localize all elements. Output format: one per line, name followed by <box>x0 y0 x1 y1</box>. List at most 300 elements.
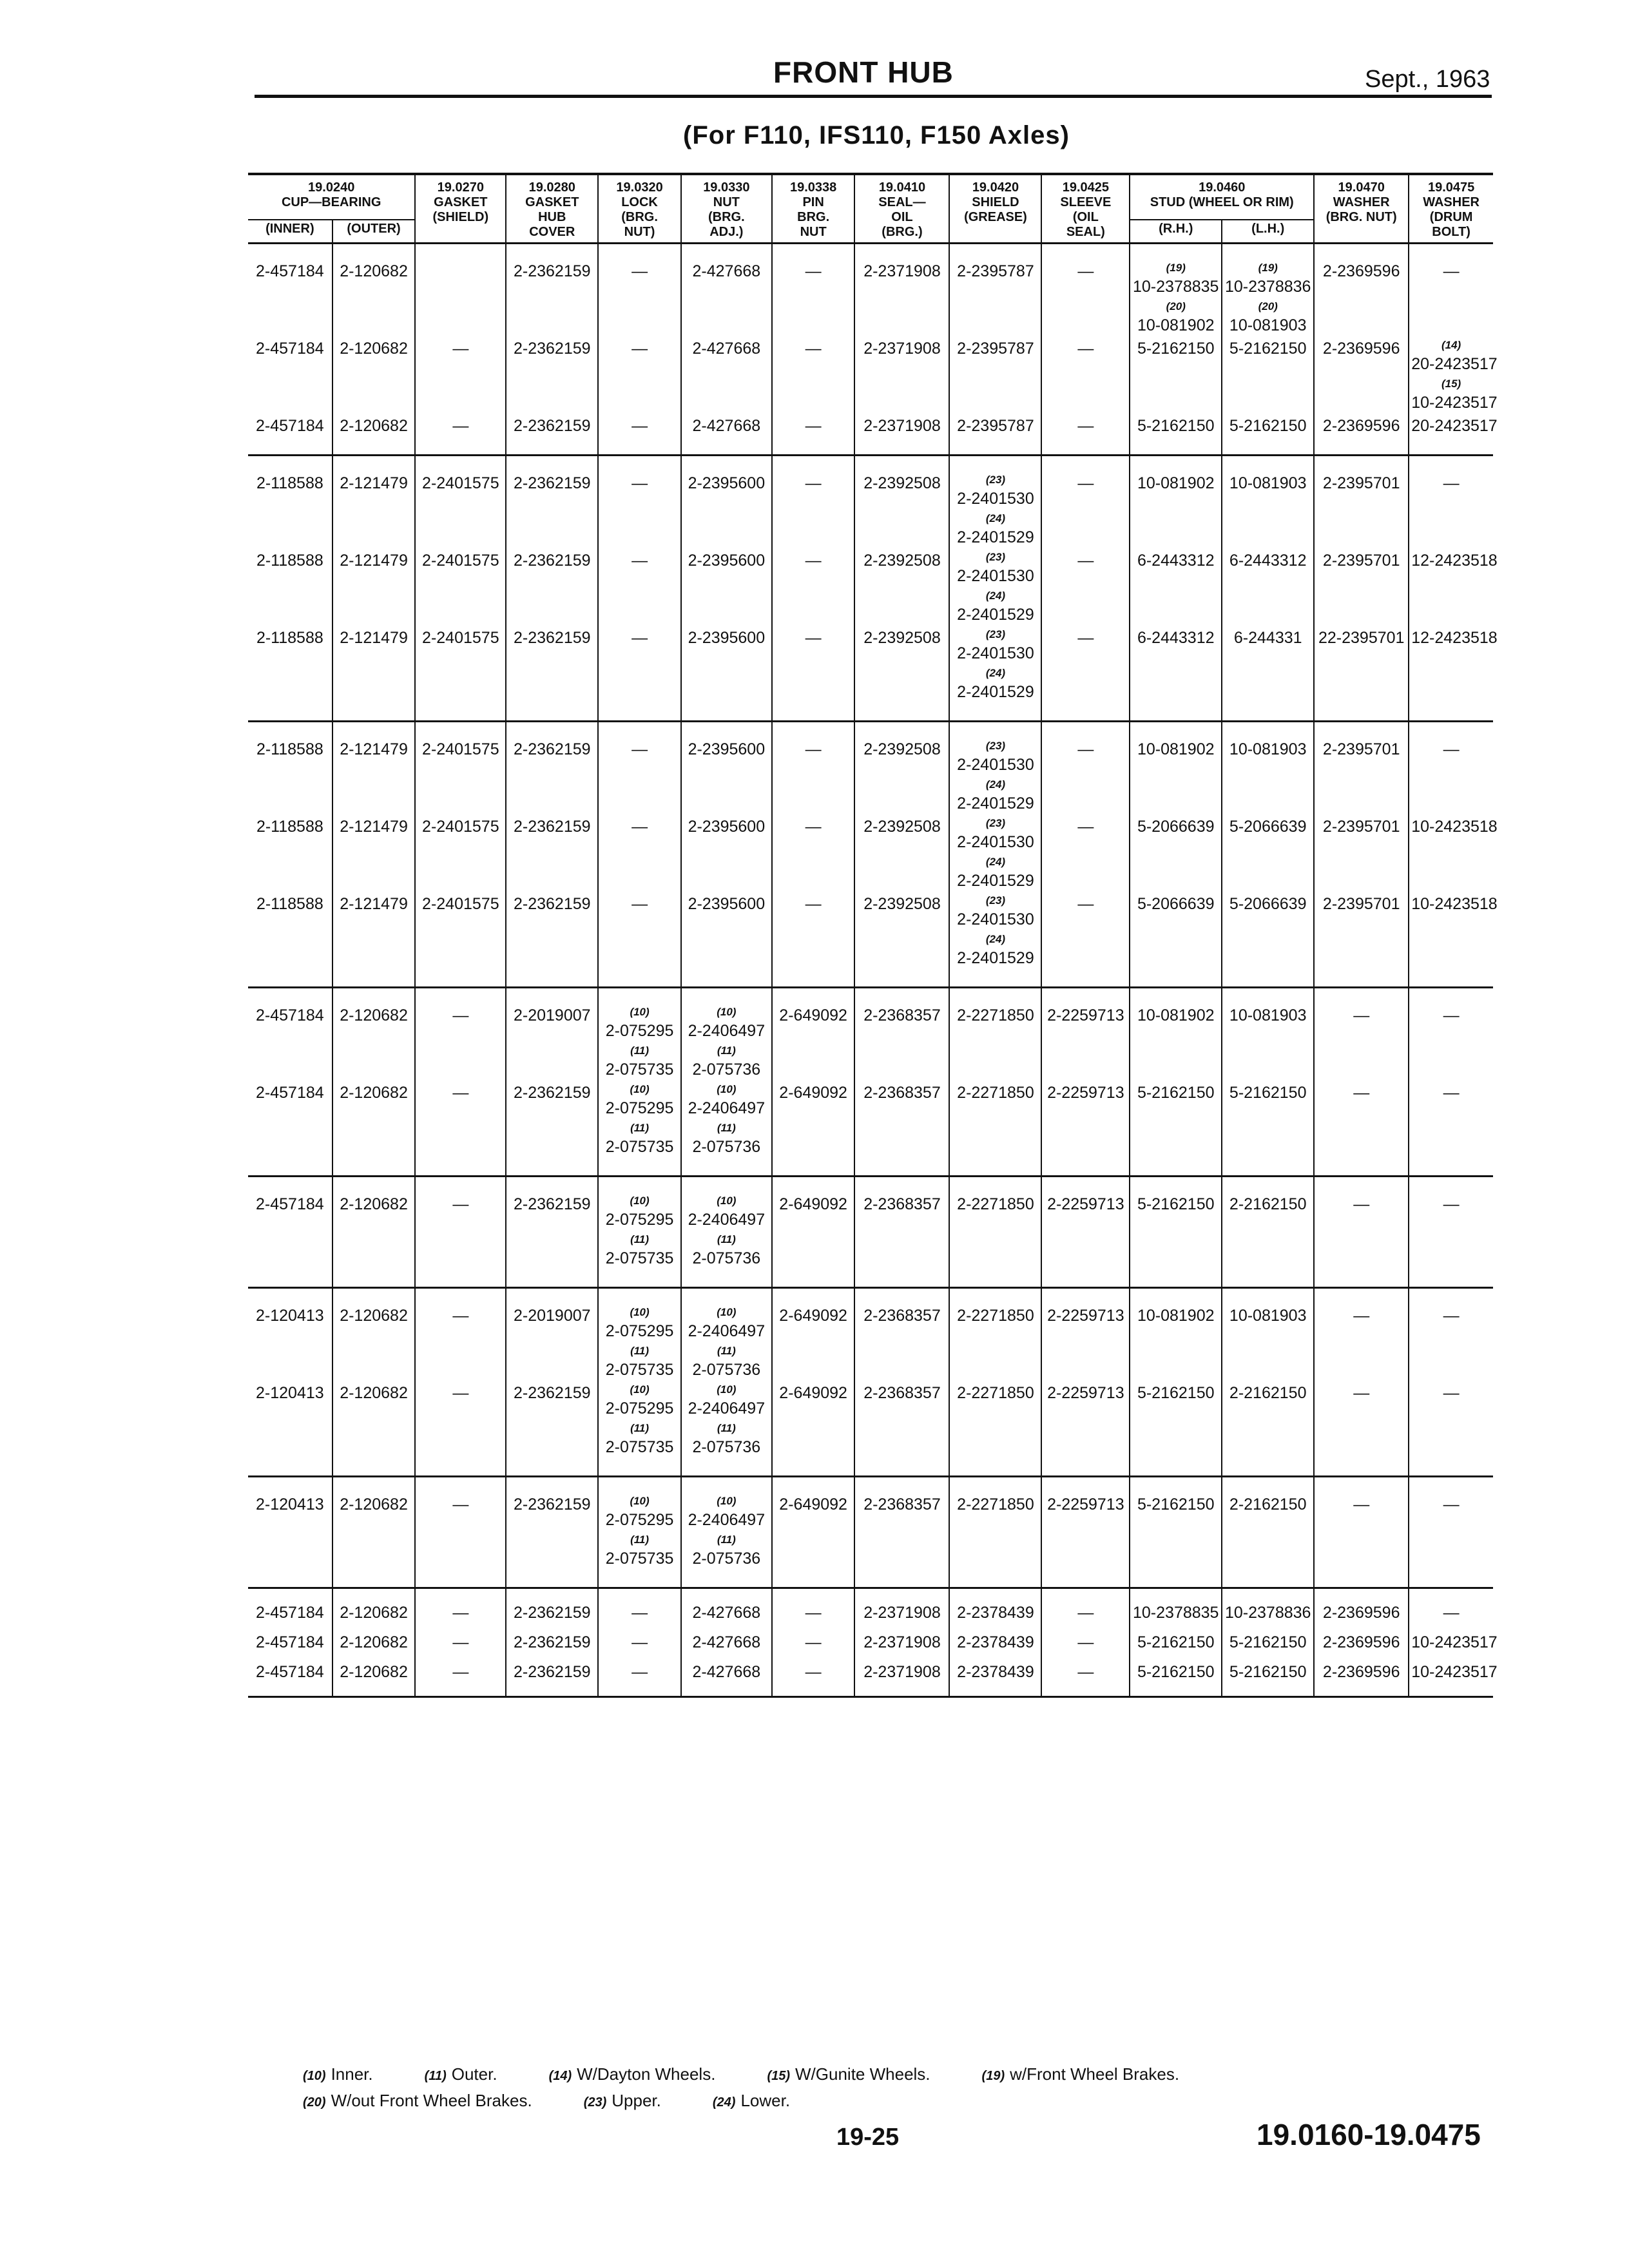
header-washer-drum-bolt: 19.0475 WASHER (DRUM BOLT) <box>1409 174 1493 244</box>
cell-sleeve <box>1041 337 1130 414</box>
cell-outer <box>333 1588 416 1628</box>
cell-nut <box>681 1288 772 1382</box>
cell-inner <box>248 244 333 338</box>
footnote-ref: (10) <box>717 1006 737 1018</box>
cell-lh <box>1222 414 1314 456</box>
part-number: 2-2392508 <box>863 818 941 836</box>
part-number: 2-2362159 <box>513 895 591 913</box>
part-number: — <box>805 740 822 758</box>
part-number: 2-427668 <box>692 340 761 358</box>
cell-rh <box>1130 1628 1222 1657</box>
cell-gasket-hub <box>506 1177 598 1288</box>
footnote-ref: (23) <box>985 628 1006 640</box>
cell-shield <box>949 626 1041 722</box>
cell-sleeve <box>1041 1657 1130 1697</box>
footnote-ref: (19) <box>1258 262 1278 274</box>
header-seal-oil: 19.0410 SEAL— OIL (BRG.) <box>854 174 949 244</box>
footnote-ref: (10) <box>630 1083 650 1095</box>
cell-washer-brg <box>1314 1288 1409 1382</box>
cell-nut <box>681 414 772 456</box>
cell-sleeve <box>1041 1081 1130 1177</box>
table-row <box>248 722 1493 816</box>
cell-gasket-shield <box>415 722 506 816</box>
part-number: 2-2368357 <box>863 1006 941 1024</box>
part-number: — <box>1353 1006 1370 1024</box>
cell-gasket-shield <box>415 626 506 722</box>
cell-shield <box>949 722 1041 816</box>
part-number: — <box>631 474 648 492</box>
footnote-ref: (10) <box>630 1006 650 1018</box>
part-number: 2-075295 <box>605 1399 674 1418</box>
part-number: 12-2423518 <box>1411 629 1498 647</box>
cell-shield <box>949 414 1041 456</box>
header-inner: (INNER) <box>248 220 333 244</box>
part-number: — <box>1353 1195 1370 1213</box>
part-number: 2-457184 <box>256 417 324 435</box>
cell-shield <box>949 1588 1041 1628</box>
part-number: — <box>1077 895 1094 913</box>
part-number: 2-2371908 <box>863 262 941 280</box>
part-number: 2-120682 <box>340 340 408 358</box>
footnote-ref: (20) <box>1258 300 1278 312</box>
header-outer: (OUTER) <box>333 220 416 244</box>
cell-shield <box>949 892 1041 988</box>
cell-rh <box>1130 1288 1222 1382</box>
header-lh: (L.H.) <box>1222 220 1314 244</box>
part-number: 2-075295 <box>605 1511 674 1529</box>
cell-seal <box>854 456 949 550</box>
footnote-ref: (11) <box>630 1422 650 1434</box>
part-number: 2-120682 <box>340 417 408 435</box>
part-number: 2-2401575 <box>422 740 499 758</box>
cell-gasket-shield <box>415 892 506 988</box>
cell-lock <box>598 1657 681 1697</box>
part-number: 2-2406497 <box>688 1399 766 1418</box>
cell-inner <box>248 626 333 722</box>
part-number: 2-2369596 <box>1322 1604 1400 1622</box>
cell-gasket-shield <box>415 1477 506 1588</box>
cell-gasket-hub <box>506 549 598 626</box>
table-row <box>248 892 1493 988</box>
footnote-text: w/Front Wheel Brakes. <box>1010 2064 1180 2084</box>
cell-outer <box>333 988 416 1082</box>
part-number: 2-2395600 <box>688 740 766 758</box>
cell-gasket-hub <box>506 1081 598 1177</box>
part-number: 2-2368357 <box>863 1495 941 1514</box>
part-number: 2-649092 <box>779 1307 847 1325</box>
part-number: — <box>1443 1307 1460 1325</box>
footnote-ref: (10) <box>717 1306 737 1318</box>
part-number: 2-2395600 <box>688 474 766 492</box>
footnote-ref: (10) <box>717 1083 737 1095</box>
part-number: — <box>1443 1495 1460 1514</box>
part-number: 2-120682 <box>340 1006 408 1024</box>
cell-sleeve <box>1041 549 1130 626</box>
footnote-ref: (23) <box>985 474 1006 486</box>
part-number: — <box>452 1195 469 1213</box>
part-number: — <box>1077 629 1094 647</box>
part-number: 2-075295 <box>605 1022 674 1040</box>
cell-inner <box>248 1477 333 1588</box>
part-number: 2-2406497 <box>688 1022 766 1040</box>
cell-gasket-shield <box>415 456 506 550</box>
footnote-number: (19) <box>981 2069 1005 2083</box>
part-number: — <box>631 552 648 570</box>
part-number: — <box>1443 262 1460 280</box>
table-row <box>248 1177 1493 1288</box>
part-number: 2-2371908 <box>863 1633 941 1651</box>
part-number: 2-2259713 <box>1047 1307 1124 1325</box>
part-number: 2-075295 <box>605 1322 674 1340</box>
part-number: 2-2362159 <box>513 1633 591 1651</box>
cell-shield <box>949 1177 1041 1288</box>
cell-nut <box>681 1628 772 1657</box>
cell-pin <box>772 988 855 1082</box>
part-number: 2-2259713 <box>1047 1495 1124 1514</box>
footnote-number: (24) <box>712 2095 736 2109</box>
part-number: 2-2401529 <box>957 528 1034 546</box>
part-number: 5-2162150 <box>1137 1195 1215 1213</box>
cell-shield <box>949 815 1041 892</box>
cell-lock <box>598 892 681 988</box>
cell-shield <box>949 456 1041 550</box>
cell-nut <box>681 815 772 892</box>
part-number: 2-075295 <box>605 1099 674 1117</box>
cell-seal <box>854 815 949 892</box>
cell-outer <box>333 1081 416 1177</box>
part-number: 2-2401530 <box>957 567 1034 585</box>
header-pin-brg-nut: 19.0338 PIN BRG. NUT <box>772 174 855 244</box>
footnote-ref: (15) <box>1441 378 1461 390</box>
part-number: 2-120413 <box>256 1495 324 1514</box>
part-number: 2-427668 <box>692 1604 761 1622</box>
footnote-text: W/Gunite Wheels. <box>795 2064 930 2084</box>
footnote-ref: (24) <box>985 778 1006 791</box>
part-number: 2-457184 <box>256 262 324 280</box>
part-number: 5-2066639 <box>1229 818 1307 836</box>
cell-gasket-hub <box>506 456 598 550</box>
header-sleeve-oil-seal: 19.0425 SLEEVE (OIL SEAL) <box>1041 174 1130 244</box>
part-number: 2-120682 <box>340 1604 408 1622</box>
footnote-ref: (10) <box>630 1495 650 1507</box>
footnote-text: W/Dayton Wheels. <box>577 2064 716 2084</box>
part-number: — <box>1077 417 1094 435</box>
part-number: 2-2369596 <box>1322 417 1400 435</box>
cell-outer <box>333 722 416 816</box>
row-group <box>248 456 1498 722</box>
cell-lock <box>598 988 681 1082</box>
cell-gasket-shield <box>415 414 506 456</box>
part-number: — <box>1443 474 1460 492</box>
cell-washer-brg <box>1314 1588 1409 1628</box>
part-number: 2-2401529 <box>957 683 1034 701</box>
cell-lh <box>1222 722 1314 816</box>
cell-shield <box>949 988 1041 1082</box>
part-number: 2-2369596 <box>1322 1633 1400 1651</box>
part-number: 2-2362159 <box>513 1384 591 1402</box>
cell-pin <box>772 1657 855 1697</box>
table-row <box>248 1081 1493 1177</box>
page-date: Sept., 1963 <box>1365 66 1490 93</box>
part-number: 2-075735 <box>605 1138 674 1156</box>
part-number: — <box>805 1604 822 1622</box>
cell-washer-drum <box>1409 1628 1498 1657</box>
part-number: 2-2401530 <box>957 910 1034 928</box>
cell-gasket-hub <box>506 988 598 1082</box>
cell-inner <box>248 1081 333 1177</box>
footnote-text: W/out Front Wheel Brakes. <box>331 2091 532 2110</box>
part-number: 2-2395787 <box>957 262 1034 280</box>
part-number: — <box>1077 474 1094 492</box>
cell-rh <box>1130 626 1222 722</box>
cell-nut <box>681 1381 772 1477</box>
footnote-ref: (19) <box>1166 262 1186 274</box>
cell-gasket-shield <box>415 1288 506 1382</box>
part-number: 2-2271850 <box>957 1307 1034 1325</box>
part-number: — <box>1443 740 1460 758</box>
cell-washer-drum <box>1409 456 1493 550</box>
cell-lh <box>1222 456 1314 550</box>
part-number: 2-2395600 <box>688 818 766 836</box>
part-number: 10-2378835 <box>1133 278 1219 296</box>
cell-shield <box>949 1628 1041 1657</box>
part-number: — <box>631 740 648 758</box>
part-number: — <box>805 474 822 492</box>
cell-lock <box>598 414 681 456</box>
table-row <box>248 1588 1493 1628</box>
part-number: 12-2423518 <box>1411 552 1498 570</box>
part-number: — <box>452 1307 469 1325</box>
part-number: — <box>452 1604 469 1622</box>
cell-seal <box>854 1588 949 1628</box>
part-number: 5-2162150 <box>1137 1633 1215 1651</box>
footnote-ref: (11) <box>717 1422 736 1434</box>
cell-nut <box>681 456 772 550</box>
part-number: 2-2378439 <box>957 1663 1034 1681</box>
part-number: 2-121479 <box>340 552 408 570</box>
part-number: 2-2378439 <box>957 1633 1034 1651</box>
cell-lock <box>598 1381 681 1477</box>
footnote-ref: (11) <box>630 1233 650 1245</box>
cell-washer-drum <box>1409 892 1498 988</box>
part-number: — <box>631 1604 648 1622</box>
footnote-ref: (24) <box>985 933 1006 945</box>
part-number: 2-2395701 <box>1322 740 1400 758</box>
part-number: 2-2392508 <box>863 474 941 492</box>
cell-lh <box>1222 988 1314 1082</box>
cell-washer-drum <box>1409 1381 1493 1477</box>
part-number: 2-2395787 <box>957 340 1034 358</box>
cell-inner <box>248 1588 333 1628</box>
part-number: 2-457184 <box>256 1195 324 1213</box>
part-number: 2-120682 <box>340 1384 408 1402</box>
part-number: — <box>1443 1195 1460 1213</box>
cell-inner <box>248 1381 333 1477</box>
part-number: 2-457184 <box>256 1604 324 1622</box>
footnote-ref: (11) <box>717 1533 736 1546</box>
cell-gasket-hub <box>506 1288 598 1382</box>
part-number: 2-2362159 <box>513 740 591 758</box>
part-number: — <box>805 1633 822 1651</box>
cell-rh <box>1130 815 1222 892</box>
footnote-ref: (20) <box>1166 300 1186 312</box>
part-number: 2-2395787 <box>957 417 1034 435</box>
part-number: 10-2378836 <box>1224 278 1311 296</box>
part-number: — <box>1077 740 1094 758</box>
part-number: 5-2162150 <box>1229 1084 1307 1102</box>
table-row <box>248 337 1493 414</box>
cell-washer-drum <box>1409 815 1498 892</box>
part-number: 2-2392508 <box>863 552 941 570</box>
footnote-ref: (24) <box>985 856 1006 868</box>
footnote-ref: (24) <box>985 667 1006 679</box>
part-number: 2-427668 <box>692 1633 761 1651</box>
cell-pin <box>772 1081 855 1177</box>
cell-lh <box>1222 1288 1314 1382</box>
cell-rh <box>1130 1477 1222 1588</box>
cell-lock <box>598 1288 681 1382</box>
part-number: — <box>452 340 469 358</box>
cell-gasket-shield <box>415 337 506 414</box>
part-number: 10-081902 <box>1137 740 1215 758</box>
table-row <box>248 244 1493 338</box>
part-number: 2-075736 <box>692 1361 761 1379</box>
cell-inner <box>248 337 333 414</box>
cell-gasket-hub <box>506 414 598 456</box>
cell-lock <box>598 549 681 626</box>
cell-washer-drum <box>1409 414 1498 456</box>
part-number: — <box>631 262 648 280</box>
cell-sleeve <box>1041 244 1130 338</box>
part-number: 2-2368357 <box>863 1084 941 1102</box>
part-number: 2-2259713 <box>1047 1084 1124 1102</box>
part-number: 10-2423517 <box>1411 394 1498 412</box>
footnote-number: (11) <box>424 2069 447 2083</box>
part-number: — <box>805 1663 822 1681</box>
part-number: 2-120682 <box>340 1084 408 1102</box>
part-number: — <box>452 1006 469 1024</box>
part-number: 2-2271850 <box>957 1084 1034 1102</box>
part-number: 2-2401530 <box>957 756 1034 774</box>
footnote-ref: (23) <box>985 740 1006 752</box>
part-number: 2-2259713 <box>1047 1195 1124 1213</box>
cell-washer-brg <box>1314 1177 1409 1288</box>
cell-seal <box>854 1177 949 1288</box>
cell-gasket-hub <box>506 892 598 988</box>
cell-washer-drum <box>1409 722 1493 816</box>
cell-lh <box>1222 1381 1314 1477</box>
footnote-number: (23) <box>583 2095 607 2109</box>
cell-outer <box>333 1477 416 1588</box>
part-number: 2-457184 <box>256 1633 324 1651</box>
cell-gasket-hub <box>506 1588 598 1628</box>
parts-table <box>248 173 1498 1698</box>
part-number: 2-427668 <box>692 1663 761 1681</box>
part-number: — <box>1077 1604 1094 1622</box>
part-number: 2-075735 <box>605 1550 674 1568</box>
part-number: 2-2369596 <box>1322 340 1400 358</box>
part-number: 2-120682 <box>340 1195 408 1213</box>
cell-gasket-hub <box>506 815 598 892</box>
part-number: 10-081903 <box>1229 1006 1307 1024</box>
part-number: 2-2392508 <box>863 895 941 913</box>
cell-washer-drum <box>1409 626 1498 722</box>
table-row <box>248 1657 1493 1697</box>
footnote-ref: (11) <box>717 1044 736 1057</box>
cell-inner <box>248 892 333 988</box>
part-number: 2-2371908 <box>863 340 941 358</box>
cell-rh <box>1130 1177 1222 1288</box>
cell-rh <box>1130 337 1222 414</box>
footnote-ref: (24) <box>985 512 1006 524</box>
part-number: 2-2362159 <box>513 340 591 358</box>
cell-gasket-shield <box>415 1657 506 1697</box>
cell-outer <box>333 1628 416 1657</box>
part-number: 2-118588 <box>256 740 323 758</box>
table-row <box>248 456 1493 550</box>
footnote-number: (15) <box>767 2069 791 2083</box>
cell-nut <box>681 1177 772 1288</box>
cell-lh <box>1222 1588 1314 1628</box>
cell-nut <box>681 626 772 722</box>
cell-pin <box>772 549 855 626</box>
page-title: FRONT HUB <box>773 55 954 89</box>
part-number: 10-2423517 <box>1411 1663 1498 1681</box>
cell-nut <box>681 722 772 816</box>
footnote-ref: (14) <box>1441 339 1461 351</box>
cell-sleeve <box>1041 1588 1130 1628</box>
cell-sleeve <box>1041 626 1130 722</box>
cell-gasket-shield <box>415 815 506 892</box>
cell-outer <box>333 456 416 550</box>
cell-sleeve <box>1041 1288 1130 1382</box>
part-number: 2-118588 <box>256 895 323 913</box>
page-number: 19-25 <box>836 2124 900 2151</box>
part-number: 2-2401575 <box>422 895 499 913</box>
part-number: 10-081903 <box>1229 474 1307 492</box>
cell-washer-brg <box>1314 988 1409 1082</box>
table-header <box>248 174 1493 244</box>
footnote-ref: (11) <box>630 1122 650 1134</box>
part-number: 2-118588 <box>256 818 323 836</box>
part-number: — <box>1077 262 1094 280</box>
cell-inner <box>248 1177 333 1288</box>
part-number: 2-075735 <box>605 1361 674 1379</box>
cell-gasket-hub <box>506 244 598 338</box>
footnote-ref: (23) <box>985 551 1006 563</box>
cell-rh <box>1130 1657 1222 1697</box>
part-number: 5-2162150 <box>1137 417 1215 435</box>
table-row <box>248 815 1493 892</box>
part-number: 2-121479 <box>340 474 408 492</box>
part-number: 2-120682 <box>340 1307 408 1325</box>
part-number: 2-2406497 <box>688 1099 766 1117</box>
cell-pin <box>772 892 855 988</box>
part-number: 2-427668 <box>692 417 761 435</box>
cell-outer <box>333 1657 416 1697</box>
cell-lock <box>598 815 681 892</box>
cell-outer <box>333 414 416 456</box>
cell-rh <box>1130 1588 1222 1628</box>
cell-nut <box>681 1081 772 1177</box>
part-number: 2-2369596 <box>1322 1663 1400 1681</box>
part-number: 5-2162150 <box>1137 1084 1215 1102</box>
part-number: 2-121479 <box>340 740 408 758</box>
footnote <box>713 2088 790 2115</box>
part-number: — <box>805 818 822 836</box>
cell-seal <box>854 1657 949 1697</box>
cell-washer-brg <box>1314 1381 1409 1477</box>
